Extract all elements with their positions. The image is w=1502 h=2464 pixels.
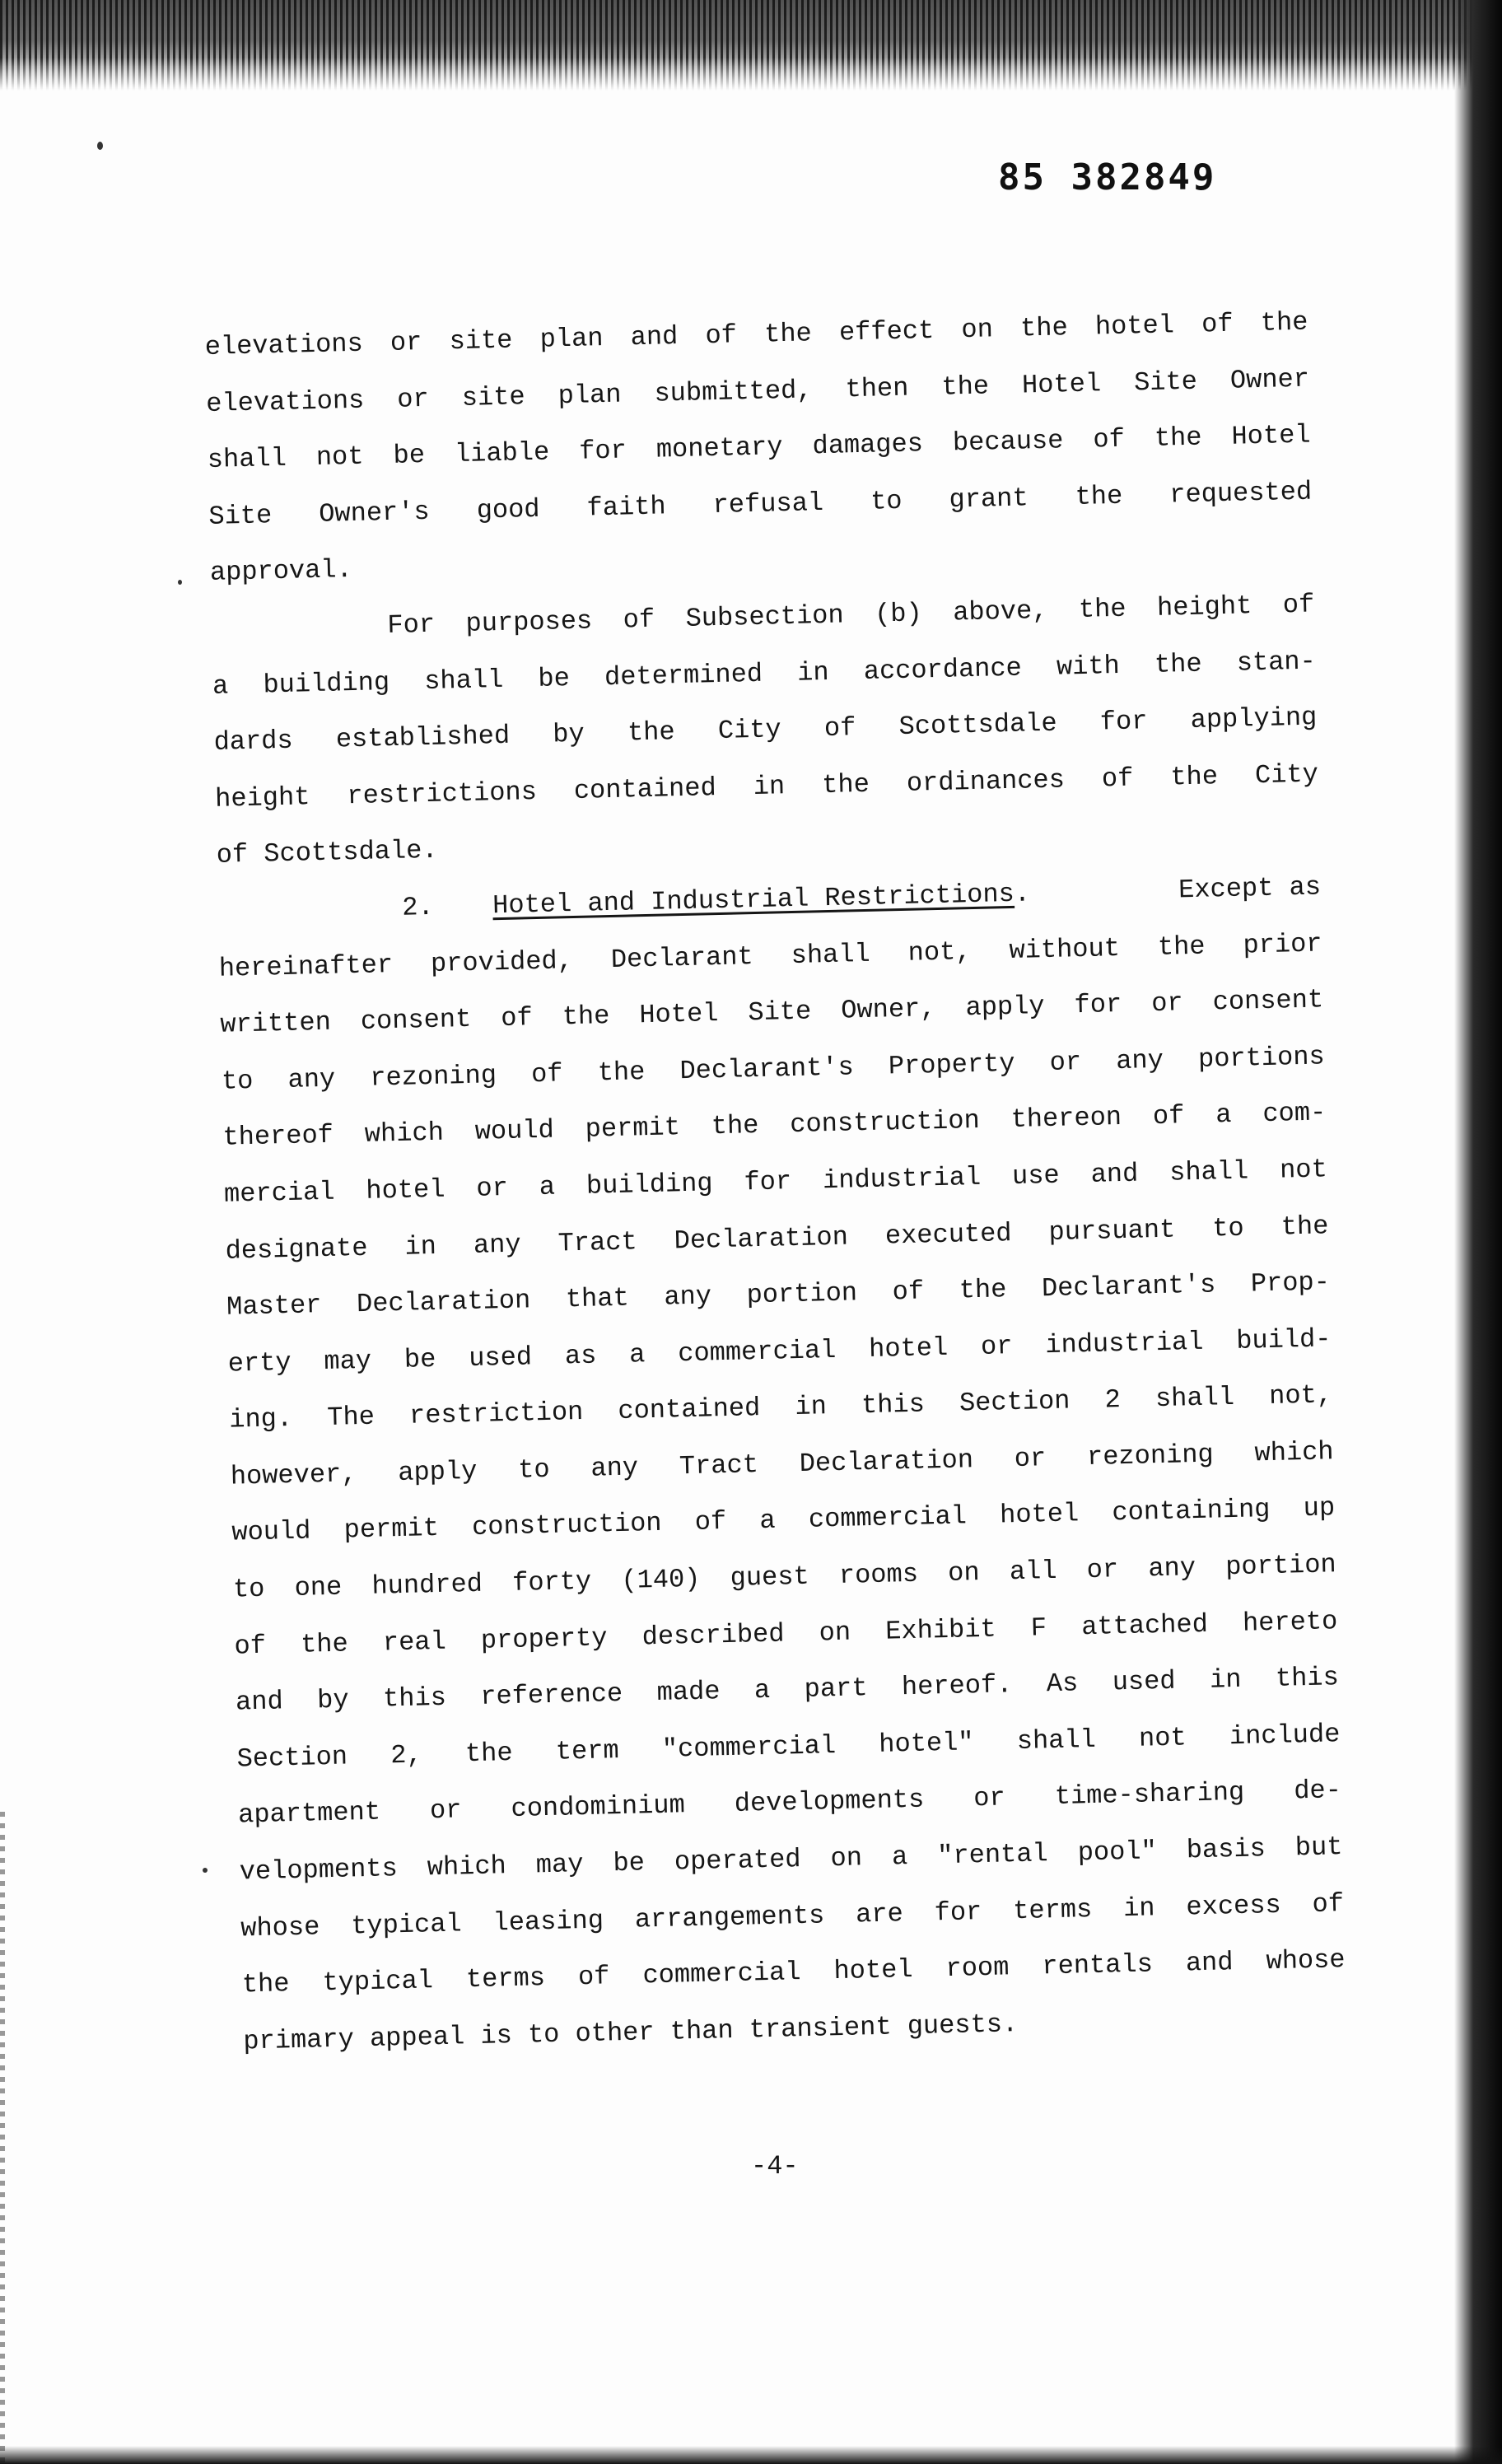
text-line: dards established by the City of Scottsdale for applying: [213, 702, 1318, 758]
scan-noise-top: [0, 0, 1502, 91]
text-line: and by this reference made a part hereof. As used in this: [235, 1662, 1340, 1718]
scan-speck: [97, 142, 103, 150]
text-line: elevations or site plan and of the effect on the hotel of the: [204, 306, 1308, 362]
text-line: primary appeal is to other than transient guests.: [243, 2008, 1019, 2057]
text-line: ing. The restriction contained in this Section 2 shall not,: [228, 1379, 1333, 1435]
text-line: erty may be used as a commercial hotel or industrial build-: [227, 1323, 1332, 1379]
text-line: velopments which may be operated on a "rental pool" basis but: [239, 1832, 1343, 1888]
text-line: Site Owner's good faith refusal to grant the requested: [208, 476, 1313, 532]
text-line: to any rezoning of the Declarant's Property or any portions: [221, 1041, 1326, 1097]
text-line: elevations or site plan submitted, then the Hotel Site Owner: [205, 363, 1310, 419]
text-line: the typical terms of commercial hotel room rentals and whose: [241, 1944, 1346, 2000]
text-line: designate in any Tract Declaration executed pursuant to the: [225, 1210, 1329, 1267]
text-line: would permit construction of a commercial hotel containing up: [231, 1492, 1336, 1549]
section-heading-period: .: [1014, 878, 1031, 909]
text-line: however, apply to any Tract Declaration or rezoning which: [230, 1436, 1334, 1492]
text-line: mercial hotel or a building for industrial use and shall not: [223, 1154, 1328, 1210]
text-line: approval.: [209, 554, 353, 589]
text-line: to one hundred forty (140) guest rooms on all or any portion: [232, 1549, 1337, 1605]
text-line: Master Declaration that any portion of the Declarant's Prop-: [226, 1267, 1331, 1323]
text-line: of Scottsdale.: [216, 835, 438, 871]
text-line: Section 2, the term "commercial hotel" shall not include: [236, 1718, 1341, 1775]
section-lead-text: Except as: [1178, 871, 1322, 906]
section-number: 2.: [401, 891, 435, 923]
scan-edge-right: [1454, 0, 1502, 2464]
text-line: thereof which would permit the construction thereon of a com-: [222, 1097, 1327, 1154]
text-line: a building shall be determined in accordance with the stan-: [212, 646, 1317, 702]
text-line: apartment or condominium developments or time-sharing de-: [237, 1775, 1342, 1831]
text-line: hereinafter provided, Declarant shall not, without the prior: [218, 927, 1322, 984]
text-line: whose typical leasing arrangements are for terms in excess of: [240, 1888, 1345, 1944]
scan-edge-left: [0, 1812, 5, 2464]
page-number: -4-: [751, 2151, 799, 2182]
scan-edge-bottom: [0, 2446, 1502, 2464]
text-line: For purposes of Subsection (b) above, the height of: [387, 589, 1315, 642]
body-text: [204, 295, 1347, 2070]
section-heading: Hotel and Industrial Restrictions: [492, 878, 1015, 922]
text-line: of the real property described on Exhibit F attached hereto: [234, 1605, 1338, 1662]
text-line: shall not be liable for monetary damages because of the Hotel: [207, 419, 1311, 476]
text-line: written consent of the Hotel Site Owner, apply for or consent: [220, 984, 1324, 1040]
scan-speck: [203, 1868, 208, 1873]
document-number: 85 382849: [998, 156, 1217, 198]
text-line: height restrictions contained in the ordinances of the City: [214, 758, 1319, 814]
scan-speck: [178, 580, 182, 585]
